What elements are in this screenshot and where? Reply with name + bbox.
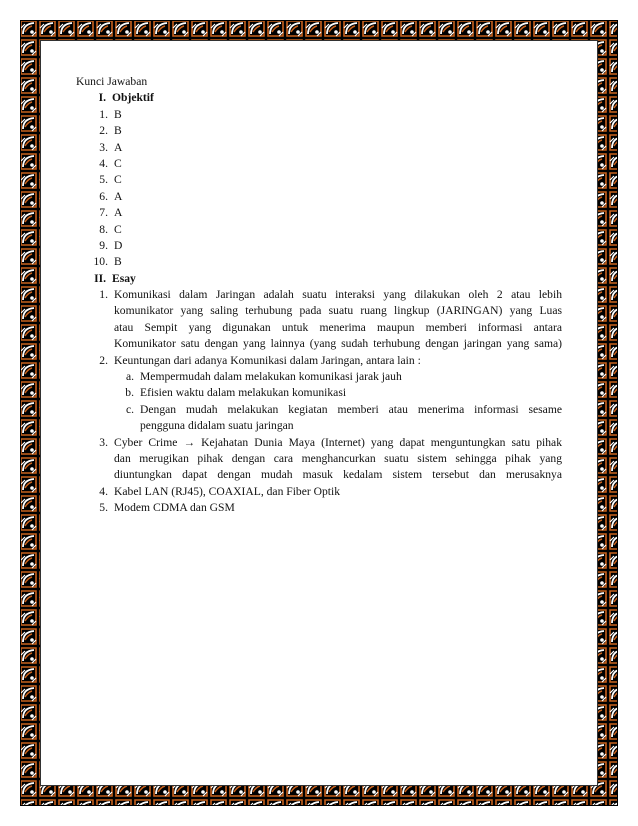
essay-answer-4: [80, 484, 562, 500]
item-number: 1.: [99, 288, 108, 302]
sub-item-letter: a.: [125, 370, 134, 384]
essay-line: [114, 435, 562, 451]
item-answer: A: [114, 189, 123, 203]
section-label: Esay: [112, 271, 136, 285]
sub-item-text: Mempermudah dalam melakukan komunikasi jarak jauh: [140, 370, 402, 384]
item-number: 4.: [99, 484, 108, 498]
essay-answer-3: [80, 435, 562, 484]
essay-answer-1: [80, 287, 562, 353]
essay-line: Komunikasi dalam Jaringan adalah suatu interaksi yang dilakukan oleh 2 atau lebih: [114, 288, 562, 302]
list-item: [80, 189, 562, 205]
item-number: 3.: [99, 140, 108, 154]
sub-item-text: Efisien waktu dalam melakukan komunikasi: [140, 386, 347, 400]
list-item: [80, 140, 562, 156]
section-esay-heading: [80, 271, 562, 287]
item-answer: A: [114, 206, 123, 220]
item-answer: C: [114, 222, 122, 236]
arrow-right-icon: →: [183, 435, 196, 449]
item-number: 8.: [99, 222, 108, 236]
item-number: 2.: [99, 353, 108, 367]
list-item: [80, 238, 562, 254]
list-item: [80, 205, 562, 221]
item-number: 6.: [99, 189, 108, 203]
item-number: 9.: [99, 238, 108, 252]
item-number: 5.: [99, 173, 108, 187]
sub-item-letter: c.: [125, 402, 134, 416]
essay-answer-2: [80, 353, 562, 435]
sub-item: [80, 385, 562, 401]
item-answer: C: [114, 173, 122, 187]
item-answer: B: [114, 107, 122, 121]
essay-line: Modem CDMA dan GSM: [114, 501, 235, 515]
list-item: [80, 107, 562, 123]
item-answer: B: [114, 255, 122, 269]
item-number: 1.: [99, 107, 108, 121]
sub-item-text: Dengan mudah melakukan kegiatan memberi atau menerima informasi sesame: [140, 402, 562, 416]
section-numeral: I.: [98, 91, 106, 105]
essay-line: dan merugikan pihak dengan cara menghancurkan suatu sistem sehingga pihak yang: [114, 451, 562, 465]
list-item: [80, 254, 562, 270]
section-objektif-heading: [80, 90, 562, 106]
sub-item: [80, 369, 562, 385]
term-text: Cyber Crime: [114, 435, 178, 449]
list-item: [80, 222, 562, 238]
item-number: 7.: [99, 206, 108, 220]
item-answer: A: [114, 140, 123, 154]
essay-answer-5: [80, 500, 562, 516]
sub-item: [80, 402, 562, 418]
essay-line: Komunikator satu dengan yang lainnya (yang sudah terhubung dengan jaringan yang sama): [114, 337, 562, 351]
item-answer: D: [114, 238, 123, 252]
essay-line: atau Sempit yang digunakan untuk menerima maupun memberi informasi antara: [114, 320, 562, 334]
item-answer: B: [114, 124, 122, 138]
sub-item-letter: b.: [125, 386, 134, 400]
essay-line: Keuntungan dari adanya Komunikasi dalam Jaringan, antara lain :: [114, 353, 421, 367]
item-answer: C: [114, 156, 122, 170]
document-title: [76, 74, 562, 90]
section-numeral: II.: [94, 271, 106, 285]
item-number: 10.: [93, 255, 108, 269]
objective-answer-list: [80, 107, 562, 271]
essay-line: Kabel LAN (RJ45), COAXIAL, dan Fiber Optik: [114, 484, 341, 498]
section-label: Objektif: [112, 91, 154, 105]
item-number: 5.: [99, 501, 108, 515]
item-number: 3.: [99, 435, 108, 449]
essay-line: komunikator yang saling terhubung pada suatu ruang lingkup (JARINGAN) yang Luas: [114, 304, 562, 318]
item-number: 4.: [99, 156, 108, 170]
definition-text: Kejahatan Dunia Maya (Internet) yang dapat menguntungkan satu pihak: [201, 435, 562, 449]
answer-key-document: [76, 74, 562, 517]
essay-line: diuntungkan dapat dengan mudah masuk kedalam sistem tersebut dan merusaknya: [114, 468, 562, 482]
item-number: 2.: [99, 124, 108, 138]
list-item: [80, 172, 562, 188]
list-item: [80, 156, 562, 172]
sub-item-text: pengguna didalam suatu jaringan: [140, 419, 294, 433]
list-item: [80, 123, 562, 139]
title-text: Kunci Jawaban: [76, 75, 148, 88]
